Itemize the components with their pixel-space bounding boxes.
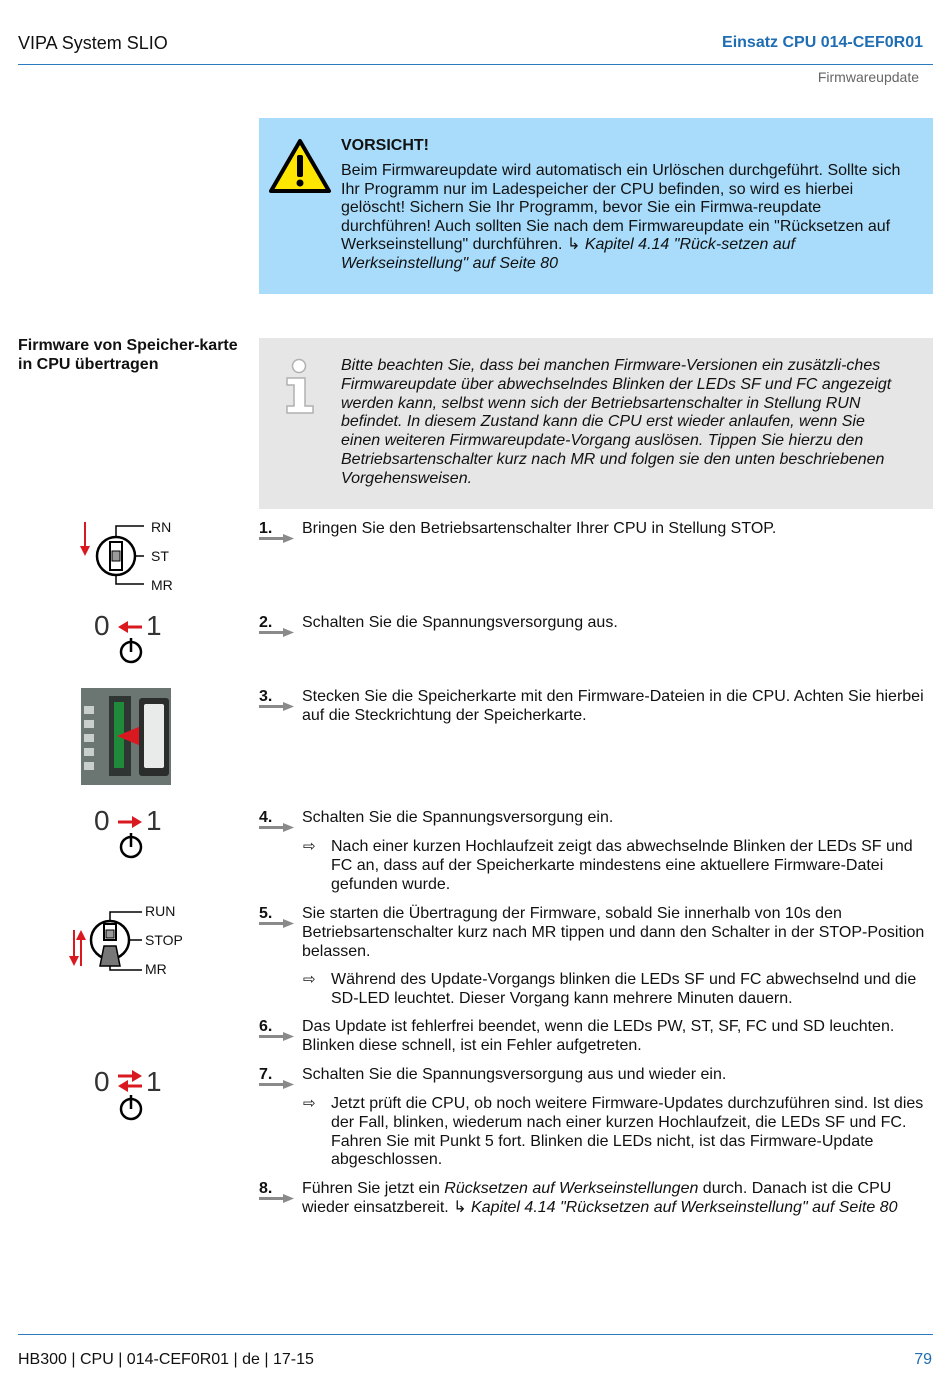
memory-card-insert-icon <box>81 688 171 785</box>
step-7 <box>259 1066 934 1085</box>
step-4-result <box>303 838 933 894</box>
warning-box <box>259 118 933 294</box>
switch-label-rn: RN <box>151 519 172 535</box>
step-number: 4. <box>259 809 273 826</box>
warning-body: Beim Firmwareupdate wird automatisch ein Urlöschen durchgeführt. Sollte sich Ihr Programm nur im Ladespeicher der CPU befinden, so wird es hierbei gelöscht! Sichern Sie Ihr Programm, bevor Sie ein Firmwa-reupdate durchführen! Auch sollten Sie nach dem Firmwareupdate ein "Rücksetzen auf Werkseinstellung" durchführen. <box>341 162 901 254</box>
step-text: Sie starten die Übertragung der Firmware, sobald Sie innerhalb von 10s den Betriebsartenschalter kurz nach MR tippen und dann den Schalter in der STOP-Position belassen. <box>302 905 925 960</box>
step-5-result <box>303 971 933 1009</box>
step-number: 7. <box>259 1066 273 1083</box>
switch-label-stop: STOP <box>145 932 183 948</box>
section-side-title: Firmware von Speicher-karte in CPU übertragen <box>18 337 238 373</box>
step-number: 8. <box>259 1180 273 1197</box>
step-arrow-icon <box>259 1080 295 1090</box>
switch-label-st: ST <box>151 548 169 564</box>
step-text: Schalten Sie die Spannungsversorgung ein. <box>302 809 614 826</box>
result-arrow-icon: ⇨ <box>303 971 316 988</box>
step-7-result <box>303 1095 933 1170</box>
step-text-italic: Rücksetzen auf Werkseinstellungen <box>444 1180 699 1197</box>
info-text: Bitte beachten Sie, dass bei manchen Firmware-Versionen ein zusätzli-ches Firmwareupdate über abwechselndes Blinken der LEDs SF und FC angezeigt werden kann, selbst wenn sich der Betriebsartenschalter in Stellung RUN befindet. In diesem Zustand kann die CPU erst wieder anlaufen, wenn Sie einen weiteren Firmwareupdate-Vorgang auslösen. Tippen Sie hierzu den Betriebsartenschalter kurz nach MR und folgen sie den unten beschriebenen Vorgehensweisen. <box>341 357 892 487</box>
power-zero: 0 <box>94 1066 110 1097</box>
warning-text <box>341 162 901 274</box>
footer-divider <box>18 1334 933 1335</box>
step-4 <box>259 809 934 828</box>
power-on-figure <box>94 805 174 865</box>
switch-label-mr: MR <box>145 961 167 977</box>
step-arrow-icon <box>259 1032 295 1042</box>
mode-switch-tap-icon <box>68 900 218 980</box>
step-text-b: durch. Danach ist die CPU wieder einsatzbereit. <box>302 1180 892 1216</box>
step-text: Bringen Sie den Betriebsartenschalter Ihrer CPU in Stellung STOP. <box>302 520 777 537</box>
step-number: 3. <box>259 688 273 705</box>
result-text: Nach einer kurzen Hochlaufzeit zeigt das abwechselnde Blinken der LEDs SF und FC an, dass auf der Speicherkarte mindestens eine aktuellere Firmware-Datei gefunden wurde. <box>331 838 913 893</box>
warning-icon <box>268 138 332 194</box>
header-section: Firmwareupdate <box>817 69 919 85</box>
result-arrow-icon: ⇨ <box>303 838 316 855</box>
header-left: VIPA System SLIO <box>18 33 168 53</box>
mode-switch-mr-figure <box>68 900 218 980</box>
step-6 <box>259 1018 934 1056</box>
warning-link[interactable]: Kapitel 4.14 "Rück-setzen auf Werkseinstellung" auf Seite 80 <box>341 236 796 272</box>
memory-card-photo <box>81 688 171 785</box>
step-1 <box>259 520 934 539</box>
header-right: Einsatz CPU 014-CEF0R01 <box>722 34 923 51</box>
step-number: 2. <box>259 614 273 631</box>
switch-label-run: RUN <box>145 903 176 919</box>
step-text-a: Führen Sie jetzt ein <box>302 1180 445 1197</box>
power-off-icon <box>94 610 174 670</box>
power-off-figure <box>94 610 174 670</box>
info-icon <box>281 358 321 416</box>
power-cycle-icon <box>94 1064 174 1124</box>
step-text <box>302 1180 934 1218</box>
switch-label-mr: MR <box>151 577 173 593</box>
step-arrow-icon <box>259 534 295 544</box>
power-one: 1 <box>146 610 162 641</box>
step-3 <box>259 688 934 726</box>
power-one: 1 <box>146 1066 162 1097</box>
step-text: Das Update ist fehlerfrei beendet, wenn die LEDs PW, ST, SF, FC und SD leuchten. Blinken diese schnell, ist ein Fehler aufgetreten. <box>302 1018 895 1054</box>
page-number: 79 <box>914 1351 932 1368</box>
mode-switch-stop-figure <box>76 516 226 596</box>
step-text: Stecken Sie die Speicherkarte mit den Firmware-Dateien in die CPU. Achten Sie hierbei auf die Steckrichtung der Speicherkarte. <box>302 688 924 724</box>
step-text: Schalten Sie die Spannungsversorgung aus und wieder ein. <box>302 1066 727 1083</box>
step-number: 5. <box>259 905 273 922</box>
step-link[interactable]: Kapitel 4.14 "Rücksetzen auf Werkseinstellung" auf Seite 80 <box>471 1198 898 1216</box>
result-text: Während des Update-Vorgangs blinken die LEDs SF und FC abwechselnd und die SD-LED leuchtet. Dieser Vorgang kann mehrere Minuten dauern. <box>331 971 917 1007</box>
header-divider <box>18 64 933 65</box>
step-text: Schalten Sie die Spannungsversorgung aus. <box>302 614 618 631</box>
power-on-icon <box>94 805 174 865</box>
step-arrow-icon <box>259 919 295 929</box>
step-arrow-icon <box>259 823 295 833</box>
result-text: Jetzt prüft die CPU, ob noch weitere Firmware-Updates durchzuführen sind. Ist dies der Fall, blinken, wiederum nach einer kurzen Hochlaufzeit, die LEDs SF und FC. Fahren Sie mit Punkt 5 fort. Blinken die LEDs nicht, ist das Firmware-Update abgeschlossen. <box>331 1095 924 1169</box>
result-arrow-icon: ⇨ <box>303 1095 316 1112</box>
power-zero: 0 <box>94 805 110 836</box>
power-cycle-figure <box>94 1064 174 1124</box>
step-number: 6. <box>259 1018 273 1035</box>
step-arrow-icon <box>259 628 295 638</box>
warning-title: VORSICHT! <box>341 137 429 154</box>
step-8 <box>259 1180 934 1218</box>
step-number: 1. <box>259 520 273 537</box>
arrow-link-icon: ↳ <box>566 236 581 254</box>
step-5 <box>259 905 934 961</box>
power-zero: 0 <box>94 610 110 641</box>
footer-left: HB300 | CPU | 014-CEF0R01 | de | 17-15 <box>18 1351 314 1368</box>
info-box <box>259 338 933 509</box>
power-one: 1 <box>146 805 162 836</box>
step-2 <box>259 614 934 633</box>
step-arrow-icon <box>259 1194 295 1204</box>
step-arrow-icon <box>259 702 295 712</box>
arrow-link-icon: ↳ <box>453 1198 467 1216</box>
